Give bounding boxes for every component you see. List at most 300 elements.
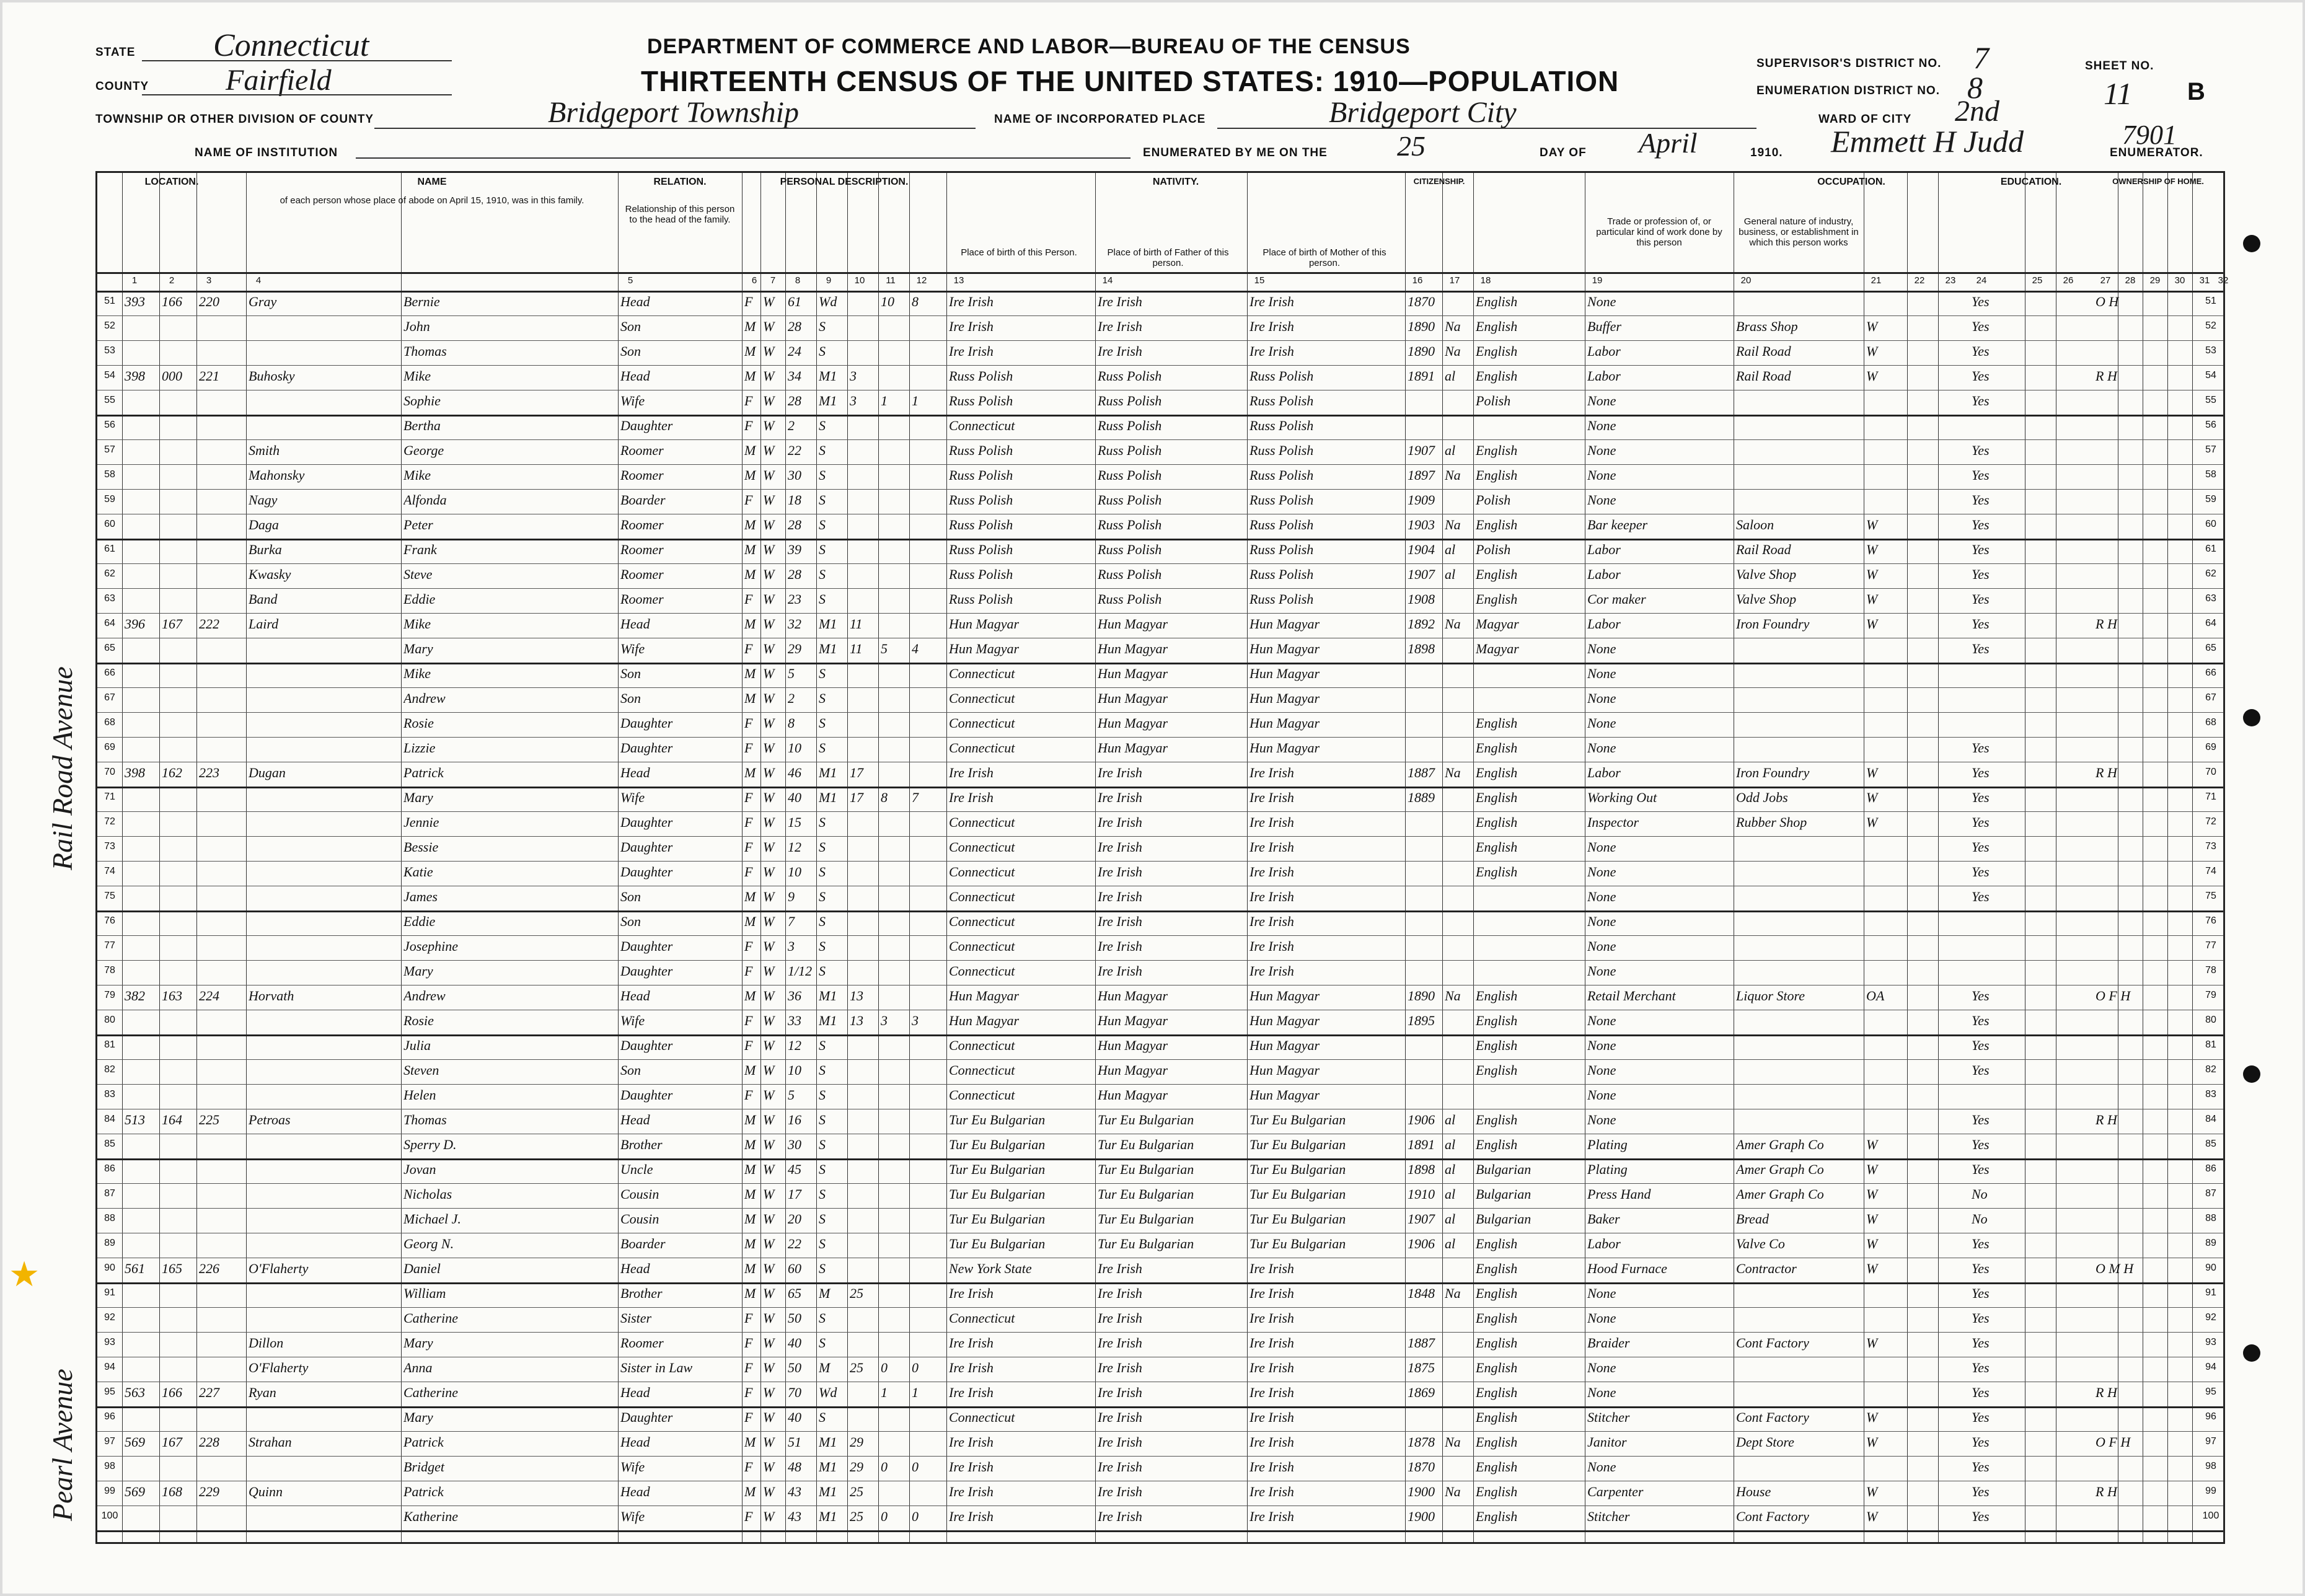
cell-relation: Head (620, 1434, 650, 1450)
cell-industry: Valve Shop (1736, 591, 1797, 607)
cell-lang: English (1476, 517, 1518, 532)
cell-race: W (763, 567, 775, 582)
cell-family: 163 (162, 988, 182, 1003)
cell-relation: Roomer (620, 591, 664, 607)
cell-living: 3 (912, 1013, 919, 1028)
census-row (97, 294, 2223, 309)
cell-lang: English (1476, 368, 1518, 384)
census-row (97, 938, 2223, 954)
cell-marital: M1 (819, 790, 837, 805)
cell-surname: Nagy (249, 492, 278, 508)
cell-own: R H (2096, 616, 2117, 632)
cell-sex: M (744, 343, 756, 359)
cell-marital: S (819, 839, 826, 855)
line-number-right: 98 (2205, 1461, 2216, 1471)
cell-age: 9 (788, 889, 795, 904)
cell-race: W (763, 616, 775, 632)
cell-marital: S (819, 889, 826, 904)
grid-row-line (97, 1530, 2223, 1532)
cell-marital: S (819, 1211, 826, 1227)
cell-relation: Head (620, 294, 650, 309)
cell-age: 20 (788, 1211, 801, 1227)
cell-race: W (763, 1137, 775, 1152)
line-number: 71 (104, 791, 115, 802)
cell-lang: English (1476, 1335, 1518, 1351)
census-row (97, 1211, 2223, 1227)
cell-marital: S (819, 1335, 826, 1351)
cell-immig: 1904 (1408, 542, 1435, 557)
cell-age: 28 (788, 567, 801, 582)
column-number: 29 (2149, 275, 2161, 286)
cell-race: W (763, 467, 775, 483)
column-number: 13 (953, 275, 964, 286)
line-number: 95 (104, 1387, 115, 1397)
cell-mother: Russ Polish (1249, 567, 1314, 582)
line-number-right: 85 (2205, 1139, 2216, 1149)
cell-age: 51 (788, 1434, 801, 1450)
cell-pob: Connecticut (949, 814, 1015, 830)
cell-pob: Tur Eu Bulgarian (949, 1236, 1046, 1251)
cell-visit: 226 (199, 1261, 219, 1276)
grid-row-line (97, 464, 2223, 465)
cell-marital: S (819, 1137, 826, 1152)
cell-age: 1/12 (788, 963, 813, 979)
grid-row-line (97, 935, 2223, 936)
cell-sex: F (744, 938, 753, 954)
census-row (97, 839, 2223, 855)
cell-edu: Yes (1972, 1285, 1990, 1301)
cell-lang: English (1476, 1137, 1518, 1152)
cell-surname: Quinn (249, 1484, 283, 1499)
cell-given: Eddie (403, 591, 436, 607)
cell-race: W (763, 914, 775, 929)
cell-living: 8 (912, 294, 919, 309)
cell-trade: Inspector (1587, 814, 1639, 830)
cell-pob: Connecticut (949, 938, 1015, 954)
cell-industry: Dept Store (1736, 1434, 1794, 1450)
cell-mother: Russ Polish (1249, 517, 1314, 532)
cell-mother: Russ Polish (1249, 393, 1314, 408)
punch-hole-icon (2243, 1344, 2260, 1362)
cell-marital: S (819, 814, 826, 830)
cell-marital: S (819, 963, 826, 979)
line-number-right: 66 (2205, 668, 2216, 678)
census-row (97, 666, 2223, 681)
cell-sex: F (744, 1360, 753, 1375)
cell-race: W (763, 1335, 775, 1351)
census-row (97, 492, 2223, 508)
cell-pob: Connecticut (949, 864, 1015, 880)
cell-own: O F H (2096, 988, 2131, 1003)
cell-given: Catherine (403, 1385, 458, 1400)
cell-mother: Russ Polish (1249, 591, 1314, 607)
cell-given: George (403, 443, 444, 458)
cell-trade: None (1587, 839, 1616, 855)
cell-industry: Cont Factory (1736, 1335, 1809, 1351)
cell-nat: Na (1445, 1285, 1461, 1301)
cell-trade: None (1587, 1310, 1616, 1326)
cell-sex: F (744, 1509, 753, 1524)
cell-industry: Contractor (1736, 1261, 1797, 1276)
cell-mother: Hun Magyar (1249, 641, 1320, 656)
cell-race: W (763, 1459, 775, 1475)
cell-pob: Tur Eu Bulgarian (949, 1112, 1046, 1127)
cell-immig: 1891 (1408, 1137, 1435, 1152)
cell-sex: M (744, 1261, 756, 1276)
cell-born: 1 (881, 393, 888, 408)
cell-born: 3 (881, 1013, 888, 1028)
cell-father: Tur Eu Bulgarian (1098, 1211, 1194, 1227)
cell-age: 29 (788, 641, 801, 656)
grid-row-line (97, 663, 2223, 664)
cell-race: W (763, 1484, 775, 1499)
line-number-right: 55 (2205, 395, 2216, 405)
cell-age: 10 (788, 740, 801, 756)
cell-given: John (403, 319, 430, 334)
cell-trade: Working Out (1587, 790, 1657, 805)
cell-race: W (763, 1236, 775, 1251)
cell-age: 5 (788, 666, 795, 681)
census-row (97, 1137, 2223, 1152)
cell-industry: House (1736, 1484, 1771, 1499)
cell-pob: Russ Polish (949, 517, 1013, 532)
column-number: 5 (627, 275, 633, 286)
cell-nat: Na (1445, 988, 1461, 1003)
cell-given: Rosie (403, 1013, 434, 1028)
cell-marital: M1 (819, 988, 837, 1003)
grid-row-line (97, 1307, 2223, 1308)
census-row (97, 715, 2223, 731)
cell-sex: F (744, 1385, 753, 1400)
cell-dwelling: 569 (125, 1484, 145, 1499)
census-row (97, 1360, 2223, 1375)
line-number-right: 69 (2205, 742, 2216, 752)
cell-edu: Yes (1972, 368, 1990, 384)
cell-father: Ire Irish (1098, 1459, 1142, 1475)
cell-father: Ire Irish (1098, 1409, 1142, 1425)
cell-trade: None (1587, 443, 1616, 458)
line-number: 79 (104, 990, 115, 1000)
line-number-right: 89 (2205, 1238, 2216, 1248)
township-label: TOWNSHIP OR OTHER DIVISION OF COUNTY (95, 113, 374, 126)
cell-relation: Roomer (620, 467, 664, 483)
line-number-right: 70 (2205, 767, 2216, 777)
cell-trade: None (1587, 1459, 1616, 1475)
grid-row-line (97, 588, 2223, 589)
cell-emp: W (1866, 1162, 1878, 1177)
cell-immig: 1900 (1408, 1484, 1435, 1499)
sheet-label: SHEET NO. (2085, 60, 2154, 73)
cell-dwelling: 398 (125, 765, 145, 780)
cell-industry: Rail Road (1736, 542, 1791, 557)
cell-sex: M (744, 690, 756, 706)
cell-pob: Russ Polish (949, 542, 1013, 557)
cell-edu: Yes (1972, 492, 1990, 508)
cell-father: Tur Eu Bulgarian (1098, 1186, 1194, 1202)
cell-trade: Labor (1587, 343, 1621, 359)
township-value: Bridgeport Township (548, 96, 799, 129)
census-row (97, 517, 2223, 532)
cell-father: Ire Irish (1098, 864, 1142, 880)
cell-marital: M1 (819, 641, 837, 656)
cell-mother: Ire Irish (1249, 1261, 1294, 1276)
column-number: 15 (1254, 275, 1265, 286)
grid-row-line (97, 1406, 2223, 1408)
grid-row-line (97, 1208, 2223, 1209)
cell-relation: Head (620, 988, 650, 1003)
line-number: 61 (104, 544, 115, 554)
cell-relation: Son (620, 889, 641, 904)
cell-sex: M (744, 567, 756, 582)
cell-father: Russ Polish (1098, 542, 1162, 557)
census-row (97, 889, 2223, 904)
cell-edu: Yes (1972, 1434, 1990, 1450)
cell-given: Sophie (403, 393, 441, 408)
day-of-label: DAY OF (1540, 146, 1587, 159)
grid-row-line (97, 1282, 2223, 1284)
cell-born: 0 (881, 1459, 888, 1475)
cell-race: W (763, 1509, 775, 1524)
cell-lang: Magyar (1476, 616, 1519, 632)
line-number: 54 (104, 370, 115, 381)
cell-relation: Son (620, 690, 641, 706)
header-divider (97, 291, 2223, 293)
cell-race: W (763, 1434, 775, 1450)
cell-pob: Ire Irish (949, 1360, 994, 1375)
cell-marital: M1 (819, 393, 837, 408)
cell-sex: M (744, 1186, 756, 1202)
column-number: 8 (795, 275, 801, 286)
supervisor-label: SUPERVISOR'S DISTRICT NO. (1756, 57, 1942, 70)
cell-nat: Na (1445, 343, 1461, 359)
cell-race: W (763, 1261, 775, 1276)
cell-pob: New York State (949, 1261, 1032, 1276)
cell-given: Jennie (403, 814, 439, 830)
cell-sex: F (744, 1038, 753, 1053)
cell-sex: F (744, 294, 753, 309)
census-row (97, 690, 2223, 706)
cell-emp: W (1866, 1211, 1878, 1227)
line-number: 100 (101, 1510, 118, 1521)
cell-edu: Yes (1972, 839, 1990, 855)
cell-edu: Yes (1972, 1261, 1990, 1276)
cell-trade: Plating (1587, 1162, 1628, 1177)
grid-row-line (97, 439, 2223, 440)
cell-pob: Connecticut (949, 914, 1015, 929)
cell-race: W (763, 368, 775, 384)
cell-pob: Hun Magyar (949, 1013, 1020, 1028)
line-number: 66 (104, 668, 115, 678)
cell-father: Hun Magyar (1098, 1062, 1168, 1078)
enumerated-day: 25 (1397, 130, 1426, 162)
cell-immig: 1892 (1408, 616, 1435, 632)
cell-sex: F (744, 740, 753, 756)
cell-sex: F (744, 864, 753, 880)
cell-industry: Bread (1736, 1211, 1769, 1227)
line-number-right: 88 (2205, 1213, 2216, 1223)
census-grid (95, 171, 2229, 1544)
cell-emp: W (1866, 1137, 1878, 1152)
cell-own: R H (2096, 765, 2117, 780)
cell-sex: M (744, 616, 756, 632)
cell-race: W (763, 492, 775, 508)
cell-lang: English (1476, 1261, 1518, 1276)
cell-emp: W (1866, 319, 1878, 334)
cell-visit: 222 (199, 616, 219, 632)
cell-trade: None (1587, 1062, 1616, 1078)
cell-pob: Russ Polish (949, 492, 1013, 508)
cell-years: 25 (850, 1484, 863, 1499)
cell-sex: M (744, 1236, 756, 1251)
cell-father: Ire Irish (1098, 765, 1142, 780)
cell-relation: Head (620, 1261, 650, 1276)
cell-marital: Wd (819, 294, 837, 309)
cell-father: Hun Magyar (1098, 616, 1168, 632)
cell-relation: Roomer (620, 1335, 664, 1351)
cell-sex: M (744, 517, 756, 532)
line-number-right: 65 (2205, 643, 2216, 653)
line-number-right: 68 (2205, 717, 2216, 728)
cell-nat: Na (1445, 765, 1461, 780)
cell-relation: Daughter (620, 1038, 673, 1053)
cell-emp: W (1866, 1434, 1878, 1450)
cell-lang: English (1476, 1013, 1518, 1028)
grid-row-line (97, 861, 2223, 862)
cell-sex: M (744, 765, 756, 780)
cell-trade: None (1587, 1360, 1616, 1375)
cell-age: 32 (788, 616, 801, 632)
cell-lang: English (1476, 740, 1518, 756)
cell-age: 15 (788, 814, 801, 830)
cell-marital: M1 (819, 1459, 837, 1475)
cell-edu: Yes (1972, 1360, 1990, 1375)
grid-row-line (97, 787, 2223, 788)
column-number: 3 (206, 275, 212, 286)
cell-trade: None (1587, 1385, 1616, 1400)
cell-age: 30 (788, 467, 801, 483)
cell-marital: S (819, 492, 826, 508)
cell-mother: Tur Eu Bulgarian (1249, 1186, 1346, 1202)
street-name-2: Pearl Avenue (46, 1369, 78, 1521)
group-ownership: OWNERSHIP OF HOME. (2112, 177, 2204, 186)
cell-surname: Kwasky (249, 567, 291, 582)
cell-father: Ire Irish (1098, 1335, 1142, 1351)
cell-sex: M (744, 1062, 756, 1078)
cell-edu: Yes (1972, 1013, 1990, 1028)
cell-trade: None (1587, 393, 1616, 408)
cell-age: 28 (788, 393, 801, 408)
cell-emp: W (1866, 567, 1878, 582)
cell-race: W (763, 1285, 775, 1301)
cell-age: 16 (788, 1112, 801, 1127)
cell-mother: Hun Magyar (1249, 690, 1320, 706)
cell-years: 25 (850, 1285, 863, 1301)
cell-immig: 1890 (1408, 319, 1435, 334)
cell-dwelling: 382 (125, 988, 145, 1003)
cell-pob: Ire Irish (949, 343, 994, 359)
cell-father: Hun Magyar (1098, 666, 1168, 681)
census-row (97, 319, 2223, 334)
line-number-right: 93 (2205, 1337, 2216, 1347)
cell-race: W (763, 1360, 775, 1375)
grid-row-line (97, 1034, 2223, 1036)
cell-pob: Connecticut (949, 418, 1015, 433)
grid-row-line (97, 1431, 2223, 1432)
census-row (97, 368, 2223, 384)
line-number-right: 90 (2205, 1263, 2216, 1273)
cell-father: Tur Eu Bulgarian (1098, 1162, 1194, 1177)
cell-mother: Ire Irish (1249, 864, 1294, 880)
cell-marital: S (819, 1038, 826, 1053)
cell-born: 0 (881, 1360, 888, 1375)
cell-relation: Daughter (620, 740, 673, 756)
cell-born: 0 (881, 1509, 888, 1524)
cell-immig: 1909 (1408, 492, 1435, 508)
cell-age: 18 (788, 492, 801, 508)
cell-trade: None (1587, 938, 1616, 954)
cell-lang: Polish (1476, 542, 1511, 557)
cell-sex: F (744, 1013, 753, 1028)
cell-pob: Connecticut (949, 1087, 1015, 1103)
cell-given: Mary (403, 1409, 433, 1425)
punch-hole-icon (2243, 235, 2260, 252)
cell-sex: M (744, 1137, 756, 1152)
cell-trade: Labor (1587, 368, 1621, 384)
cell-race: W (763, 343, 775, 359)
cell-race: W (763, 1310, 775, 1326)
cell-edu: Yes (1972, 542, 1990, 557)
census-row (97, 914, 2223, 929)
cell-race: W (763, 740, 775, 756)
cell-edu: Yes (1972, 517, 1990, 532)
cell-immig: 1869 (1408, 1385, 1435, 1400)
cell-lang: English (1476, 343, 1518, 359)
cell-given: Bernie (403, 294, 440, 309)
cell-relation: Son (620, 666, 641, 681)
cell-pob: Ire Irish (949, 1285, 994, 1301)
cell-trade: Labor (1587, 1236, 1621, 1251)
cell-dwelling: 563 (125, 1385, 145, 1400)
group-personal: PERSONAL DESCRIPTION. (780, 177, 909, 187)
cell-trade: Plating (1587, 1137, 1628, 1152)
cell-marital: S (819, 715, 826, 731)
line-number-right: 96 (2205, 1411, 2216, 1422)
cell-edu: Yes (1972, 393, 1990, 408)
census-row (97, 1285, 2223, 1301)
cell-father: Ire Irish (1098, 1360, 1142, 1375)
cell-race: W (763, 814, 775, 830)
cell-marital: Wd (819, 1385, 837, 1400)
cell-surname: Petroas (249, 1112, 291, 1127)
cell-mother: Ire Irish (1249, 914, 1294, 929)
cell-family: 162 (162, 765, 182, 780)
cell-edu: Yes (1972, 790, 1990, 805)
cell-pob: Tur Eu Bulgarian (949, 1137, 1046, 1152)
cell-father: Ire Irish (1098, 1484, 1142, 1499)
cell-trade: None (1587, 1285, 1616, 1301)
line-number-right: 83 (2205, 1089, 2216, 1100)
line-number: 80 (104, 1015, 115, 1025)
cell-given: Mike (403, 666, 431, 681)
cell-immig: 1903 (1408, 517, 1435, 532)
line-number-right: 79 (2205, 990, 2216, 1000)
cell-race: W (763, 319, 775, 334)
cell-lang: Polish (1476, 492, 1511, 508)
cell-edu: Yes (1972, 988, 1990, 1003)
cell-relation: Head (620, 1484, 650, 1499)
cell-mother: Ire Irish (1249, 790, 1294, 805)
cell-pob: Ire Irish (949, 1434, 994, 1450)
